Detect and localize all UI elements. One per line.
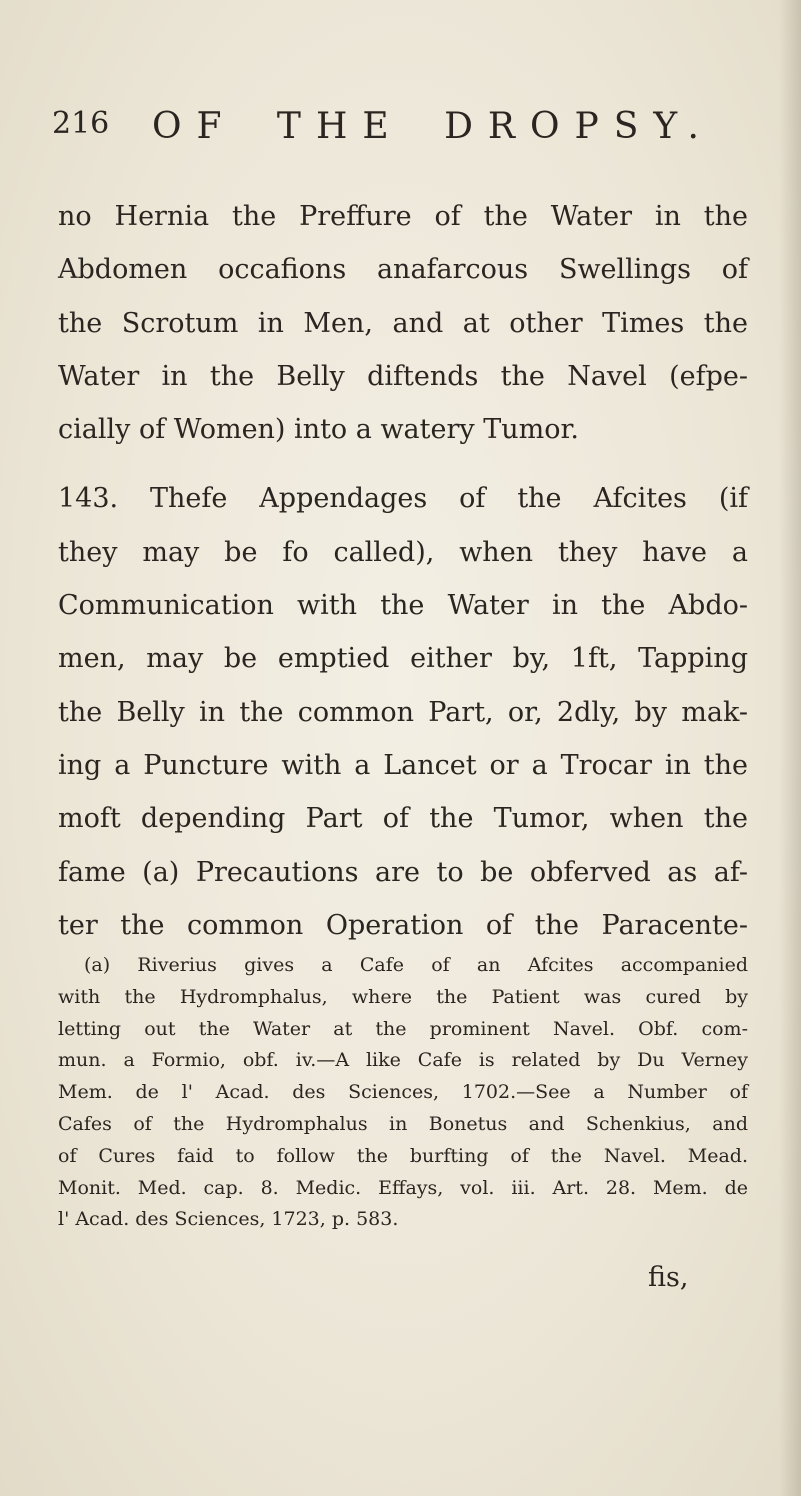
catchword: fis, [648,1262,689,1293]
footnote-line: Mem. de l' Acad. des Sciences, 1702.—See a Number of [58,1081,748,1104]
main-text [58,190,748,952]
text-line: Water in the Belly diftends the Navel (efpe- [58,360,748,392]
text-line: ing a Puncture with a Lancet or a Trocar in the [58,749,748,781]
text-line: 143. Thefe Appendages of the Afcites (if [58,483,748,515]
footnote-line: l' Acad. des Sciences, 1723, p. 583. [58,1208,399,1231]
footnote-line: letting out the Water at the prominent Navel. Obf. com- [58,1017,748,1040]
text-line: moft depending Part of the Tumor, when the [58,803,748,835]
footnote-line: (a) Riverius gives a Cafe of an Afcites accompanied [84,954,748,976]
footnote [58,950,748,1236]
page-header [52,106,752,156]
running-title: OF THE DROPSY. [152,106,714,147]
text-line: ter the common Operation of the Paracente- [58,909,748,941]
text-line: fame (a) Precautions are to be obferved as af- [58,856,748,888]
footnote-line: of Cures faid to follow the burfting of the Navel. Mead. [58,1144,748,1167]
text-line: men, may be emptied either by, 1ft, Tapping [58,643,748,675]
text-line: the Scrotum in Men, and at other Times the [58,307,748,339]
text-line: they may be fo called), when they have a [58,536,748,568]
text-line: Abdomen occafions anafarcous Swellings of [58,254,748,286]
footnote-line: Cafes of the Hydromphalus in Bonetus and Schenkius, and [58,1112,748,1135]
page-edge-shadow [779,0,801,1496]
text-line: Communication with the Water in the Abdo- [58,590,748,622]
footnote-line: with the Hydromphalus, where the Patient was cured by [58,985,748,1008]
text-line: no Hernia the Preffure of the Water in the [58,201,748,232]
text-line: cially of Women) into a watery Tumor. [58,414,580,446]
page-number: 216 [52,106,110,141]
footnote-line: mun. a Formio, obf. iv.—A like Cafe is related by Du Verney [58,1049,748,1072]
footnote-line: Monit. Med. cap. 8. Medic. Effays, vol. iii. Art. 28. Mem. de [58,1176,748,1199]
text-line: the Belly in the common Part, or, 2dly, by mak- [58,696,748,728]
